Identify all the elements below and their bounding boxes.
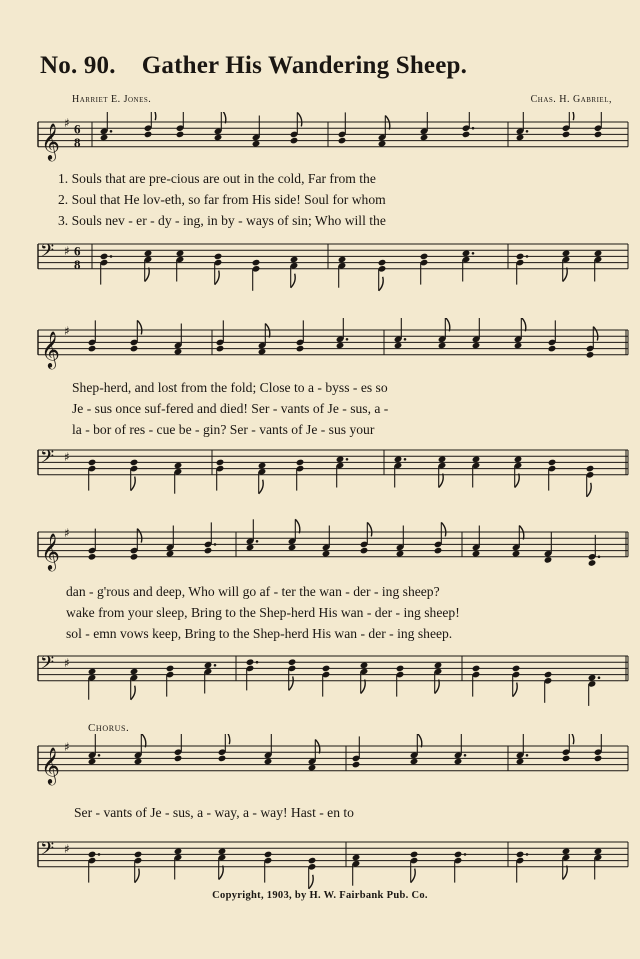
note-flag — [521, 318, 526, 331]
bass-clef-icon: 𝄢 — [40, 447, 55, 473]
note-flag — [411, 869, 416, 883]
note-head — [166, 665, 175, 673]
sharp-key-icon: ♯ — [64, 244, 70, 259]
note-head — [360, 547, 369, 555]
note-head — [586, 351, 595, 359]
note-head — [594, 755, 603, 763]
note-head — [516, 851, 525, 859]
note-head — [218, 755, 227, 763]
note-dot — [598, 676, 601, 679]
note-head — [144, 131, 153, 139]
note-head — [174, 755, 183, 763]
note-flag — [131, 686, 136, 700]
chorus-label: Chorus. — [88, 722, 130, 734]
time-signature-bottom: 8 — [74, 256, 81, 272]
note-flag — [593, 327, 598, 341]
note-head — [176, 131, 185, 139]
note-dot — [526, 130, 529, 133]
note-dot — [346, 458, 349, 461]
note-head — [378, 259, 387, 267]
note-flag — [259, 480, 264, 494]
note-head — [586, 465, 595, 473]
system-4-treble-staff — [0, 734, 640, 792]
note-head — [216, 345, 225, 353]
note-flag — [137, 529, 142, 543]
note-head — [548, 345, 557, 353]
note-head — [88, 459, 97, 467]
bass-clef-icon: 𝄢 — [40, 241, 55, 267]
time-signature-bottom: 8 — [74, 134, 81, 150]
hymn-number: No. 90. — [40, 52, 116, 79]
note-head — [290, 137, 299, 145]
note-dot — [256, 661, 259, 664]
note-flag — [563, 866, 568, 880]
note-dot — [110, 255, 113, 258]
note-flag — [137, 320, 142, 334]
time-signature-top: 6 — [74, 243, 81, 259]
system-2-bass-staff — [0, 440, 640, 510]
note-dot — [98, 853, 101, 856]
note-flag — [145, 268, 150, 282]
note-flag — [297, 112, 302, 126]
note-head — [594, 131, 603, 139]
time-signature-top: 6 — [74, 121, 81, 137]
note-flag — [441, 522, 446, 536]
note-head — [434, 547, 443, 555]
note-head — [544, 671, 553, 679]
system-2-verse-3: la - bor of res - cue be - gin? Ser - vants of Je - sus your — [72, 422, 375, 437]
note-flag — [289, 676, 294, 690]
note-head — [454, 851, 463, 859]
note-flag — [563, 268, 568, 282]
note-head — [410, 851, 419, 859]
note-flag — [215, 271, 220, 285]
note-head — [130, 553, 139, 561]
copyright-notice: Copyright, 1903, by H. W. Fairbank Pub. Co. — [212, 890, 428, 901]
note-flag — [295, 519, 300, 533]
note-dot — [214, 543, 217, 546]
treble-clef-icon: 𝄞 — [41, 531, 60, 570]
note-flag — [435, 680, 440, 694]
sharp-key-icon: ♯ — [64, 842, 70, 857]
note-dot — [472, 252, 475, 255]
note-dot — [472, 127, 475, 130]
note-head — [88, 851, 97, 859]
note-dot — [464, 853, 467, 856]
note-flag — [439, 474, 444, 488]
note-flag — [131, 477, 136, 491]
note-flag — [379, 277, 384, 291]
note-dot — [526, 255, 529, 258]
note-flag — [513, 683, 518, 697]
note-head — [130, 459, 139, 467]
system-1-treble-staff — [0, 112, 640, 162]
note-head — [472, 665, 481, 673]
note-dot — [526, 853, 529, 856]
note-head — [308, 857, 317, 865]
system-2-verse-1: Shep-herd, and lost from the fold; Close to a - byss - es so — [72, 380, 388, 395]
note-flag — [135, 869, 140, 883]
note-head — [296, 345, 305, 353]
note-flag — [219, 866, 224, 880]
system-1-verse-1: 1. Souls that are pre-cious are out in the cold, Far from the — [58, 171, 376, 186]
note-head — [420, 253, 429, 261]
system-4-chorus-line: Ser - vants of Je - sus, a - way, a - way! Hast - en to — [74, 805, 354, 820]
note-dot — [526, 754, 529, 757]
composer-credit: Chas. H. Gabriel, — [530, 94, 612, 105]
note-head — [88, 553, 97, 561]
note-head — [216, 459, 225, 467]
note-head — [130, 345, 139, 353]
note-flag — [367, 522, 372, 536]
treble-clef-icon: 𝄞 — [41, 121, 60, 160]
note-flag — [445, 318, 450, 331]
note-flag — [569, 734, 574, 744]
system-2-verse-2: Je - sus once suf-fered and died! Ser - vants of Je - sus, a - — [72, 401, 389, 416]
note-dot — [346, 338, 349, 341]
treble-clef-icon: 𝄞 — [41, 329, 60, 368]
hymn-title: Gather His Wandering Sheep. — [141, 52, 468, 79]
sharp-key-icon: ♯ — [64, 450, 70, 465]
note-dot — [464, 754, 467, 757]
note-head — [562, 131, 571, 139]
note-flag — [569, 112, 574, 120]
note-flag — [417, 734, 422, 747]
system-1-verse-2: 2. Soul that He lov-eth, so far from His side! Soul for whom — [58, 192, 386, 207]
note-head — [214, 253, 223, 261]
system-3-verse-3: sol - emn vows keep, Bring to the Shep-herd His wan - der - ing sheep. — [66, 626, 453, 641]
sharp-key-icon: ♯ — [64, 324, 70, 338]
note-head — [264, 851, 273, 859]
note-dot — [110, 130, 113, 133]
note-flag — [291, 274, 296, 288]
note-flag — [515, 474, 520, 488]
note-head — [88, 345, 97, 353]
bass-clef-icon: 𝄢 — [40, 839, 55, 865]
note-head — [322, 665, 331, 673]
note-dot — [404, 458, 407, 461]
lyricist-credit: Harriet E. Jones. — [72, 94, 152, 105]
system-4-bass-staff — [0, 830, 640, 890]
note-head — [338, 137, 347, 145]
note-dot — [404, 338, 407, 341]
sharp-key-icon: ♯ — [64, 526, 70, 540]
system-2-treble-staff — [0, 318, 640, 378]
note-flag — [225, 734, 230, 744]
sharp-key-icon: ♯ — [64, 656, 70, 671]
note-head — [548, 459, 557, 467]
sharp-key-icon: ♯ — [64, 740, 70, 754]
note-flag — [141, 734, 146, 747]
system-1-bass-staff — [0, 234, 640, 304]
system-3-bass-staff — [0, 644, 640, 716]
note-head — [512, 665, 521, 673]
note-dot — [256, 540, 259, 543]
system-3-verse-1: dan - g'rous and deep, Who will go af - ter the wan - der - ing sheep? — [66, 584, 440, 599]
note-flag — [309, 875, 314, 889]
note-head — [100, 253, 109, 261]
sharp-key-icon: ♯ — [64, 116, 70, 130]
note-head — [352, 761, 361, 769]
note-head — [246, 658, 255, 666]
treble-clef-icon: 𝄞 — [41, 745, 60, 784]
note-head — [134, 851, 143, 859]
system-3-verse-2: wake from your sleep, Bring to the Shep-herd His wan - der - ing sheep! — [66, 605, 460, 620]
note-dot — [214, 664, 217, 667]
system-1-verse-3: 3. Souls nev - er - dy - ing, in by - ways of sin; Who will the — [58, 213, 386, 228]
note-flag — [587, 483, 592, 497]
bass-clef-icon: 𝄢 — [40, 653, 55, 679]
system-3-treble-staff — [0, 518, 640, 584]
note-dot — [598, 556, 601, 559]
note-dot — [98, 754, 101, 757]
note-head — [462, 131, 471, 139]
note-head — [296, 459, 305, 467]
note-head — [204, 547, 213, 555]
note-head — [562, 755, 571, 763]
hymn-title-line — [40, 52, 600, 80]
note-head — [516, 253, 525, 261]
note-flag — [361, 680, 366, 694]
note-head — [588, 559, 597, 567]
note-head — [252, 259, 261, 267]
note-head — [396, 665, 405, 673]
note-head — [288, 658, 297, 666]
note-flag — [151, 112, 156, 120]
